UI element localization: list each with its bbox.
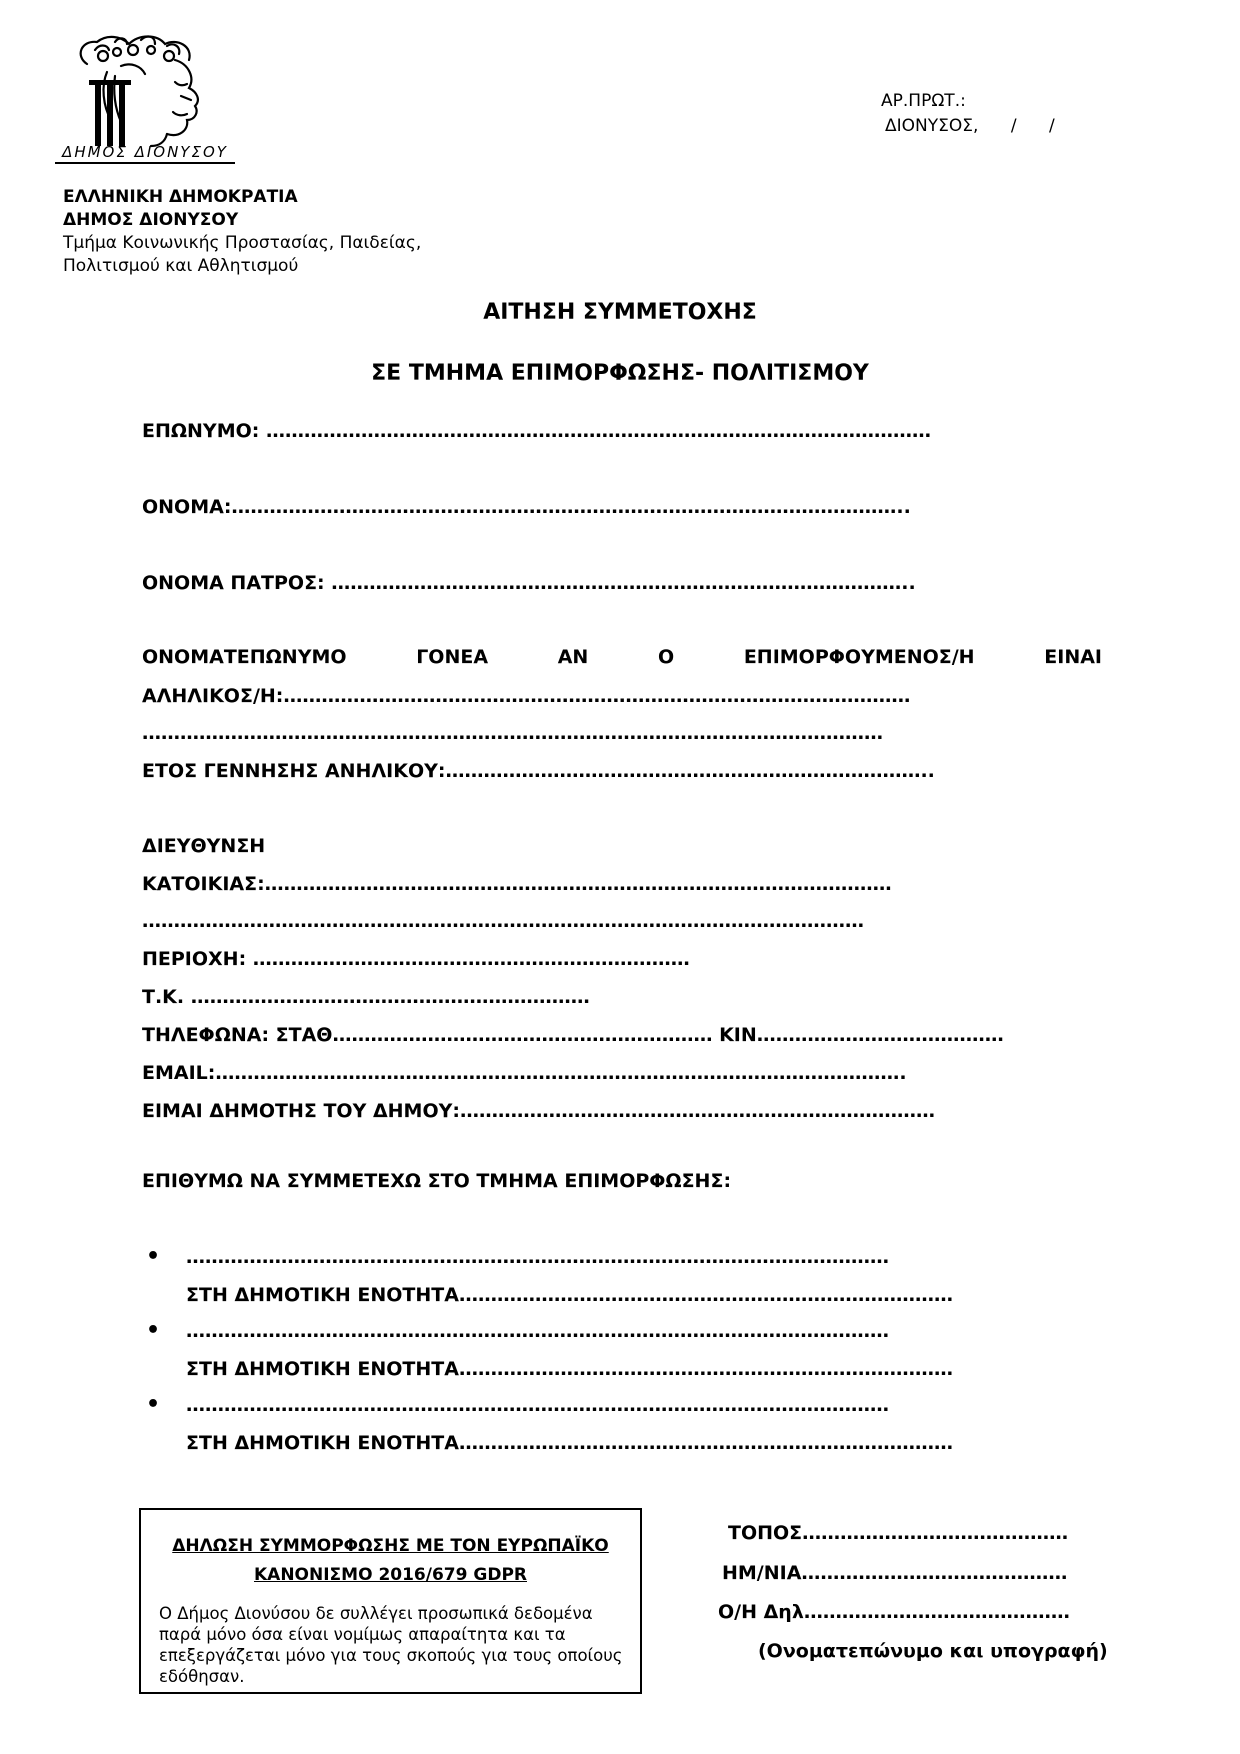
bullet-icon: • bbox=[146, 1318, 161, 1343]
org-country: ΕΛΛΗΝΙΚΗ ΔΗΜΟΚΡΑΤΙΑ bbox=[63, 187, 298, 207]
form-title: ΑΙΤΗΣΗ ΣΥΜΜΕΤΟΧΗΣ bbox=[483, 300, 757, 325]
name-field[interactable]: ΟΝΟΜΑ:…………………………………………………………………………………………….. bbox=[142, 496, 911, 518]
place-date: ΔΙΟΝΥΣΟΣ, / / bbox=[885, 116, 1055, 136]
bullet-icon: • bbox=[146, 1244, 161, 1269]
logo-caption: ΔΗΜΟΣ ΔΙΟΝΥΣΟΥ bbox=[62, 143, 228, 161]
gdpr-text bbox=[159, 1603, 629, 1687]
phones-field[interactable]: ΤΗΛΕΦΩΝΑ: ΣΤΑΘ…………………………………………………… ΚΙΝ………………………………… bbox=[142, 1024, 1004, 1046]
municipal-unit-field[interactable]: ΣΤΗ ΔΗΜΟΤΙΚΗ ΕΝΟΤΗΤΑ…………………………………………………………………… bbox=[186, 1284, 953, 1306]
gdpr-title-line1: ΔΗΛΩΣΗ ΣΥΜΜΟΡΦΩΣΗΣ ΜΕ ΤΟΝ ΕΥΡΩΠΑΪΚΟ bbox=[172, 1536, 609, 1556]
logo-underline bbox=[55, 162, 235, 164]
surname-field[interactable]: ΕΠΩΝΥΜΟ: …………………………………………………………………………………………… bbox=[142, 420, 931, 442]
email-field[interactable]: EMAIL:………………………………………………………………………………………………. bbox=[142, 1062, 907, 1084]
resident-field[interactable]: ΕΙΜΑΙ ΔΗΜΟΤΗΣ ΤΟΥ ΔΗΜΟΥ:………………………………………………………………… bbox=[142, 1100, 935, 1122]
protocol-block bbox=[881, 89, 1055, 139]
form-subtitle: ΣΕ ΤΜΗΜΑ ΕΠΙΜΟΡΦΩΣΗΣ- ΠΟΛΙΤΙΣΜΟΥ bbox=[371, 361, 869, 386]
municipal-unit-field[interactable]: ΣΤΗ ΔΗΜΟΤΙΚΗ ΕΝΟΤΗΤΑ…………………………………………………………………… bbox=[186, 1432, 953, 1454]
org-municipality: ΔΗΜΟΣ ΔΙΟΝΥΣΟΥ bbox=[63, 210, 239, 230]
postal-code-field[interactable]: Τ.Κ. ……………………………………………………… bbox=[142, 986, 590, 1008]
parent-word: ΕΙΝΑΙ bbox=[1044, 646, 1102, 668]
parent-word: ΟΝΟΜΑΤΕΠΩΝΥΜΟ bbox=[142, 646, 347, 668]
parent-name-continuation[interactable]: ……………………………………………………………………………………………………… bbox=[142, 722, 883, 744]
residence-field[interactable]: ΚΑΤΟΙΚΙΑΣ:……………………………………………………………………………………… bbox=[142, 873, 892, 895]
course-choice-field[interactable]: ………………………………………………………………………………………………… bbox=[186, 1320, 889, 1342]
date-field[interactable]: ΗΜ/ΝΙΑ…………………………………… bbox=[722, 1562, 1068, 1584]
course-choice-field[interactable]: ………………………………………………………………………………………………… bbox=[186, 1394, 889, 1416]
parent-word: Ο bbox=[658, 646, 675, 668]
father-name-field[interactable]: ΟΝΟΜΑ ΠΑΤΡΟΣ: ……………………………………………………………………………….. bbox=[142, 572, 916, 594]
parent-name-label bbox=[142, 646, 1102, 668]
gdpr-text-line: Ο Δήμος Διονύσου δε συλλέγει προσωπικά δεδομένα bbox=[159, 1604, 593, 1623]
parent-name-field[interactable]: ΑΛΗΛΙΚΟΣ/Η:……………………………………………………………………………………… bbox=[142, 685, 911, 707]
municipality-logo bbox=[55, 26, 235, 166]
signature-caption: (Ονοματεπώνυμο και υπογραφή) bbox=[758, 1640, 1108, 1662]
place-field[interactable]: ΤΟΠΟΣ…………………………………… bbox=[728, 1522, 1069, 1544]
choices-heading: ΕΠΙΘΥΜΩ ΝΑ ΣΥΜΜΕΤΕΧΩ ΣΤΟ ΤΜΗΜΑ ΕΠΙΜΟΡΦΩΣΗΣ: bbox=[142, 1170, 732, 1192]
gdpr-text-line: εδόθησαν. bbox=[159, 1667, 245, 1686]
bullet-icon: • bbox=[146, 1392, 161, 1417]
gdpr-notice-box bbox=[139, 1508, 642, 1694]
declarant-field[interactable]: Ο/Η Δηλ…………………………………… bbox=[718, 1601, 1070, 1623]
protocol-number: ΑΡ.ΠΡΩΤ.: bbox=[881, 91, 966, 111]
gdpr-title bbox=[141, 1532, 640, 1590]
area-field[interactable]: ΠΕΡΙΟΧΗ: …………………………………………………………… bbox=[142, 948, 690, 970]
parent-word: ΕΠΙΜΟΡΦΟΥΜΕΝΟΣ/Η bbox=[743, 646, 975, 668]
gdpr-title-line2: ΚΑΝΟΝΙΣΜΟ 2016/679 GDPR bbox=[253, 1565, 527, 1585]
municipal-unit-field[interactable]: ΣΤΗ ΔΗΜΟΤΙΚΗ ΕΝΟΤΗΤΑ…………………………………………………………………… bbox=[186, 1358, 953, 1380]
course-choice-field[interactable]: ………………………………………………………………………………………………… bbox=[186, 1246, 889, 1268]
address-label: ΔΙΕΥΘΥΝΣΗ bbox=[142, 835, 266, 857]
parent-word: ΑΝ bbox=[557, 646, 589, 668]
org-department-line1: Τμήμα Κοινωνικής Προστασίας, Παιδείας, bbox=[63, 233, 422, 253]
gdpr-text-line: επεξεργάζεται μόνο για τους σκοπούς για τους οποίους bbox=[159, 1646, 623, 1665]
residence-continuation[interactable]: …………………………………………………………………………………………………… bbox=[142, 910, 864, 932]
parent-word: ΓΟΝΕΑ bbox=[416, 646, 489, 668]
organisation-block bbox=[63, 186, 421, 278]
birth-year-field[interactable]: ΕΤΟΣ ΓΕΝΝΗΣΗΣ ΑΝΗΛΙΚΟΥ:………………………………………………………………….. bbox=[142, 760, 935, 782]
org-department-line2: Πολιτισμού και Αθλητισμού bbox=[63, 256, 299, 276]
gdpr-text-line: παρά μόνο όσα είναι νομίμως απαραίτητα και τα bbox=[159, 1625, 566, 1644]
